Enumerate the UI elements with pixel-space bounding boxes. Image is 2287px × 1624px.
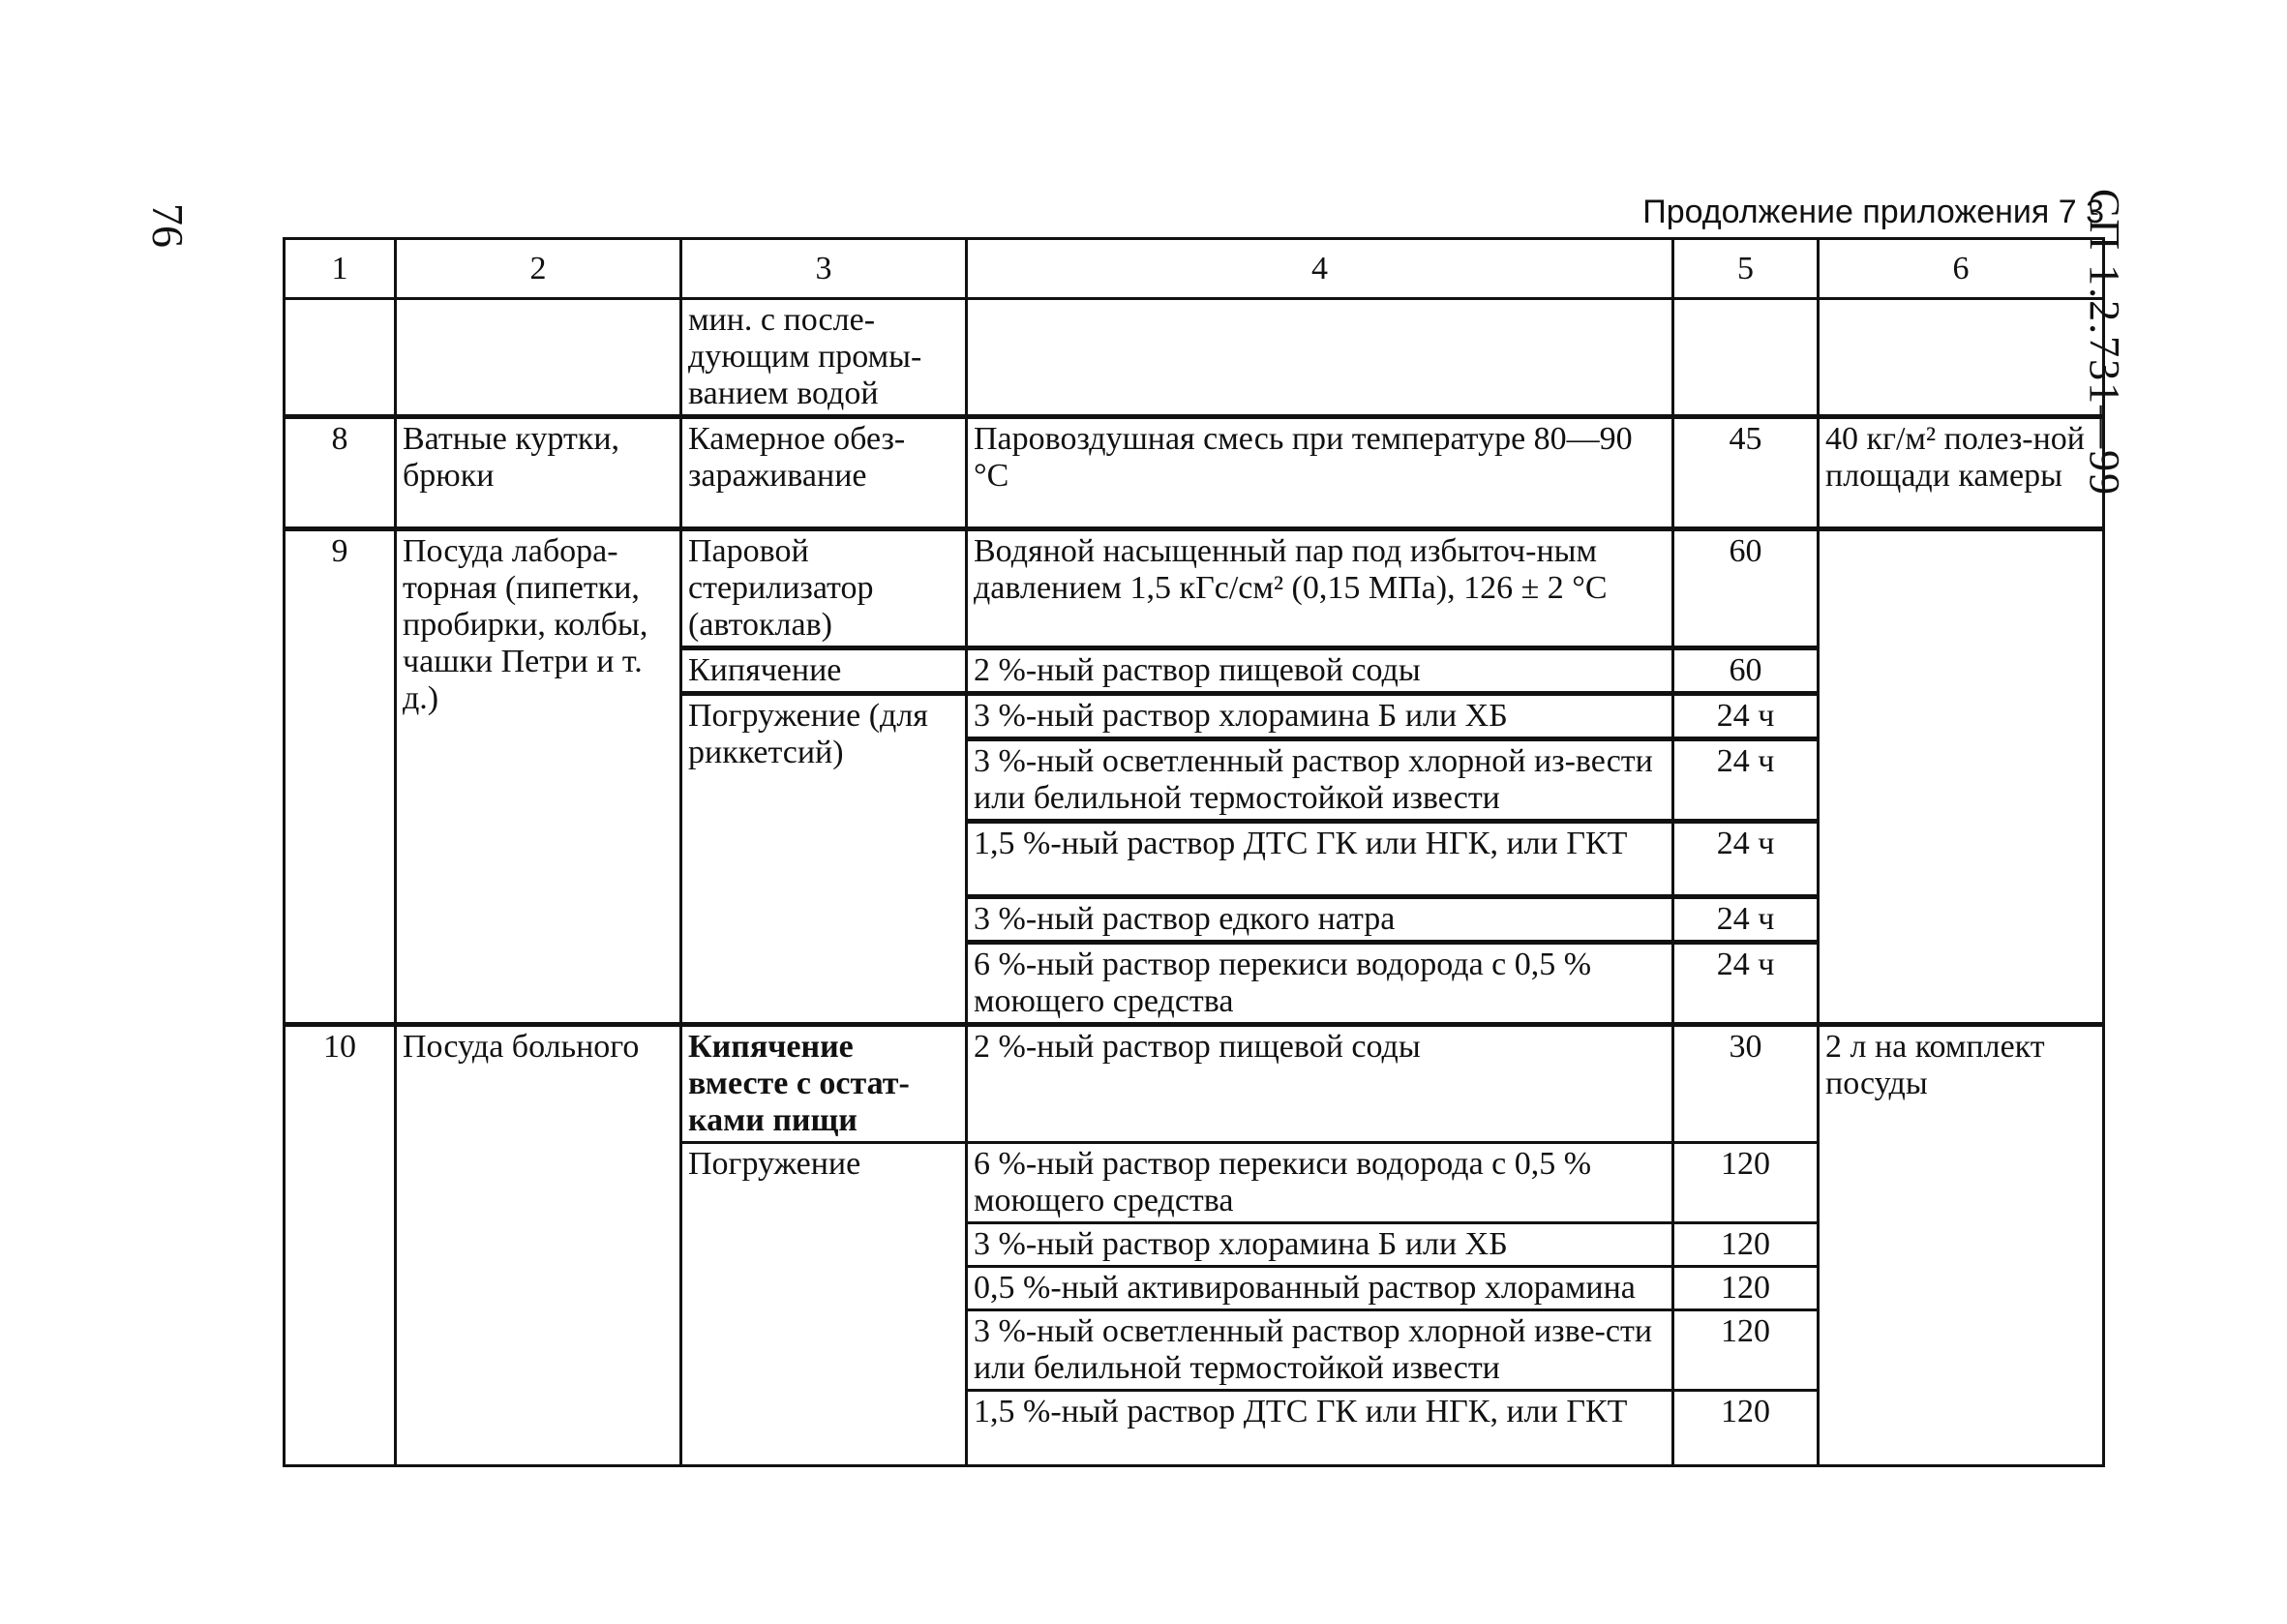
cell-norm: 40 кг/м² полез-ной площади камеры	[1819, 417, 2104, 529]
cell-agent: Водяной насыщенный пар под избыточ-ным давлением 1,5 кГс/см² (0,15 МПа), 126 ± 2 °С	[967, 529, 1673, 648]
cell-time: 120	[1673, 1267, 1819, 1310]
cell-time: 24 ч	[1673, 822, 1819, 897]
header-row	[285, 239, 2104, 299]
continuation-caption: Продолжение приложения 7 3	[1642, 194, 2104, 230]
cell-time	[1673, 299, 1819, 417]
cell-method: мин. с после-дующим промы-ванием водой	[681, 299, 967, 417]
cell-method: Кипячение	[681, 648, 967, 694]
header-cell: 3	[681, 239, 967, 299]
table-row	[285, 529, 2104, 648]
cell-time: 60	[1673, 529, 1819, 648]
cell-time: 24 ч	[1673, 694, 1819, 739]
cell-object: Посуда лабора-торная (пипетки, пробирки, колбы, чашки Петри и т. д.)	[396, 529, 681, 1025]
table-row	[285, 299, 2104, 417]
cell-agent: 3 %-ный осветленный раствор хлорной из-вести или белильной термостойкой извести	[967, 739, 1673, 822]
cell-time: 120	[1673, 1391, 1819, 1466]
cell-time: 30	[1673, 1025, 1819, 1143]
header-cell: 4	[967, 239, 1673, 299]
cell-agent: 0,5 %-ный активированный раствор хлорамина	[967, 1267, 1673, 1310]
cell-agent: 2 %-ный раствор пищевой соды	[967, 648, 1673, 694]
cell-time: 60	[1673, 648, 1819, 694]
cell-agent: 1,5 %-ный раствор ДТС ГК или НГК, или ГКТ	[967, 1391, 1673, 1466]
cell-method: Камерное обез-зараживание	[681, 417, 967, 529]
cell-num: 9	[285, 529, 396, 1025]
document-code: СП 1.2.731—99	[2081, 189, 2128, 497]
cell-object: Ватные куртки, брюки	[396, 417, 681, 529]
cell-time: 24 ч	[1673, 943, 1819, 1025]
cell-agent: 6 %-ный раствор перекиси водорода с 0,5 % моющего средства	[967, 943, 1673, 1025]
cell-agent: 3 %-ный раствор едкого натра	[967, 897, 1673, 943]
header-cell: 6	[1819, 239, 2104, 299]
cell-agent: 3 %-ный раствор хлорамина Б или ХБ	[967, 1223, 1673, 1267]
cell-time: 120	[1673, 1143, 1819, 1223]
cell-object	[396, 299, 681, 417]
cell-agent: 3 %-ный осветленный раствор хлорной изве-сти или белильной термостойкой извести	[967, 1310, 1673, 1391]
cell-time: 24 ч	[1673, 897, 1819, 943]
cell-method: Кипячение вместе с остат-ками пищи	[681, 1025, 967, 1143]
cell-agent	[967, 299, 1673, 417]
cell-method: Погружение	[681, 1143, 967, 1466]
cell-method: Паровой стерилизатор (автоклав)	[681, 529, 967, 648]
cell-agent: 6 %-ный раствор перекиси водорода с 0,5 % моющего средства	[967, 1143, 1673, 1223]
cell-time: 120	[1673, 1310, 1819, 1391]
header-cell: 1	[285, 239, 396, 299]
header-cell: 2	[396, 239, 681, 299]
cell-time: 120	[1673, 1223, 1819, 1267]
cell-norm: 2 л на комплект посуды	[1819, 1025, 2104, 1466]
cell-object: Посуда больного	[396, 1025, 681, 1466]
cell-norm	[1819, 299, 2104, 417]
cell-agent: 2 %-ный раствор пищевой соды	[967, 1025, 1673, 1143]
table-row	[285, 417, 2104, 529]
header-cell: 5	[1673, 239, 1819, 299]
cell-method: Погружение (для риккетсий)	[681, 694, 967, 1025]
cell-time: 45	[1673, 417, 1819, 529]
table-row	[285, 1025, 2104, 1143]
cell-agent: 1,5 %-ный раствор ДТС ГК или НГК, или ГКТ	[967, 822, 1673, 897]
disinfection-table	[283, 237, 2105, 1467]
cell-num: 8	[285, 417, 396, 529]
cell-num	[285, 299, 396, 417]
page-number: 76	[143, 203, 193, 248]
cell-agent: Паровоздушная смесь при температуре 80—90 °С	[967, 417, 1673, 529]
cell-num: 10	[285, 1025, 396, 1466]
cell-time: 24 ч	[1673, 739, 1819, 822]
cell-agent: 3 %-ный раствор хлорамина Б или ХБ	[967, 694, 1673, 739]
cell-norm	[1819, 529, 2104, 1025]
